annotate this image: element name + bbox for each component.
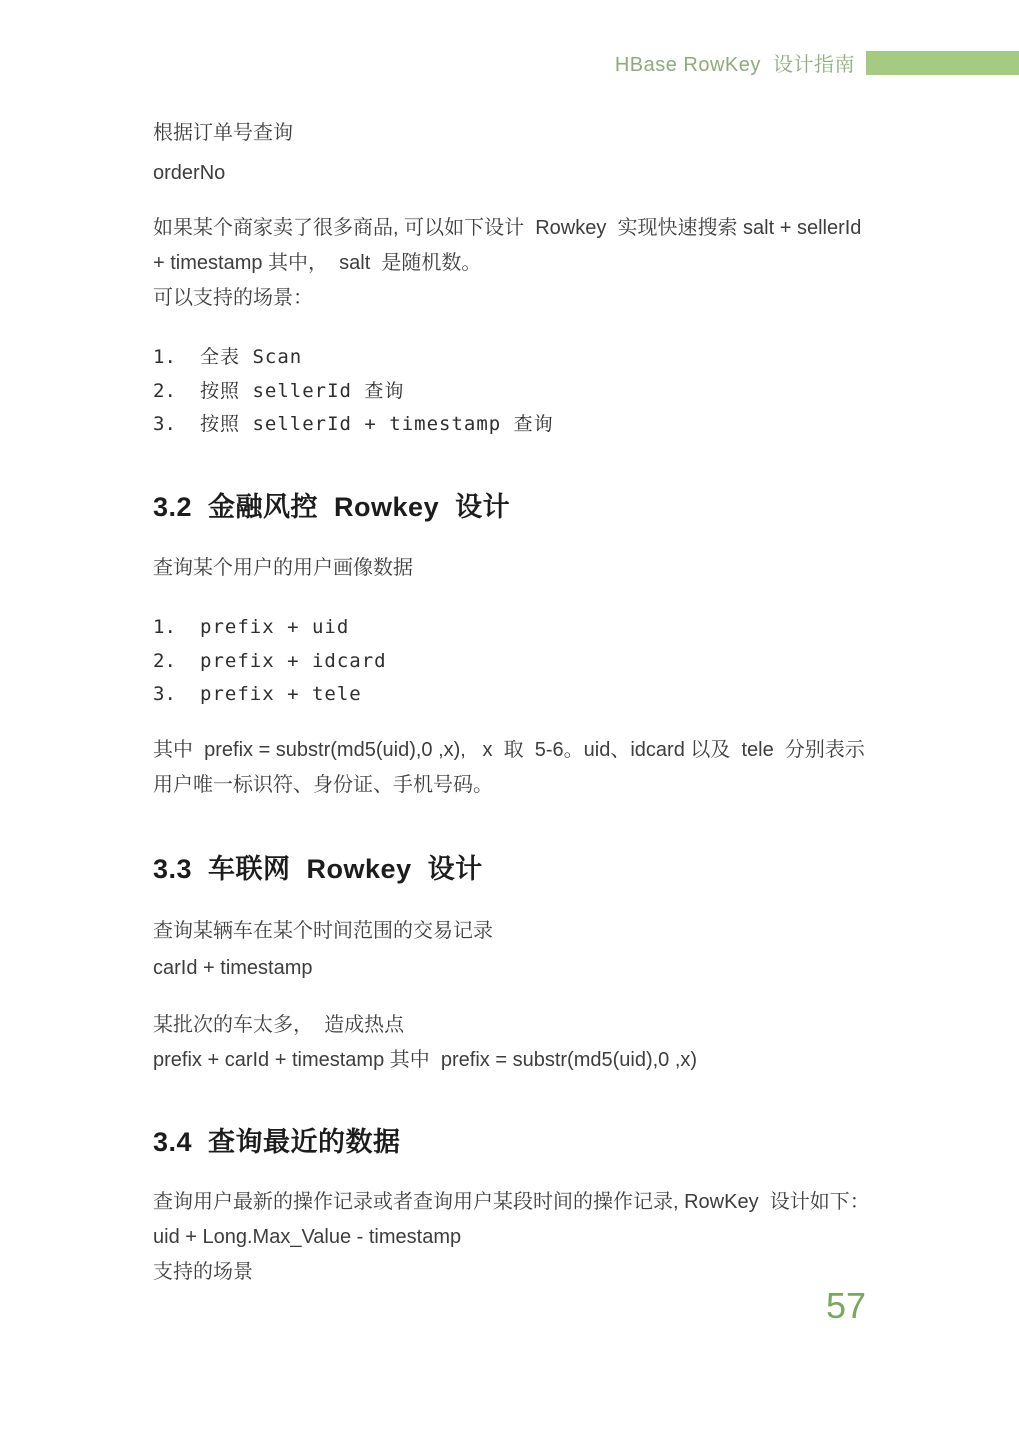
s32-para-1 xyxy=(153,551,413,586)
intro-para-1 xyxy=(153,113,293,193)
list-item-text: 全表 Scan xyxy=(200,346,303,368)
list-item-number: 2. xyxy=(153,649,176,672)
paragraph-line: 如果某个商家卖了很多商品, 可以如下设计 Rowkey 实现快速搜索 salt + sellerId xyxy=(153,217,862,239)
s33-para-2 xyxy=(153,1008,697,1078)
paragraph-line: orderNo xyxy=(153,162,226,184)
paragraph-line: uid + Long.Max_Value - timestamp xyxy=(153,1226,462,1248)
list-item-number: 1. xyxy=(153,616,176,638)
s32-rowkey-list xyxy=(153,611,387,712)
section-heading-3-3: 3.3 车联网 Rowkey 设计 xyxy=(153,854,483,884)
s32-para-2 xyxy=(153,733,865,803)
page-header xyxy=(615,48,1019,77)
paragraph-line: 支持的场景 xyxy=(153,1261,253,1283)
page-number: 57 xyxy=(826,1285,867,1326)
s34-para-1 xyxy=(153,1185,870,1290)
list-item-text: prefix + uid xyxy=(200,616,350,638)
intro-scenarios-list xyxy=(153,341,554,442)
list-item-number: 1. xyxy=(153,346,176,368)
intro-para-2 xyxy=(153,211,861,316)
list-item-number: 2. xyxy=(153,379,176,402)
paragraph-line: + timestamp 其中， salt 是随机数。 xyxy=(153,252,482,274)
list-item-text: 按照 sellerId + timestamp 查询 xyxy=(200,413,554,435)
list-item xyxy=(153,645,387,679)
list-item xyxy=(153,341,554,375)
list-item-number: 3. xyxy=(153,413,176,435)
list-item-number: 3. xyxy=(153,683,176,705)
header-title: HBase RowKey 设计指南 xyxy=(614,54,855,76)
list-item-text: prefix + idcard xyxy=(200,649,387,672)
paragraph-line: 可以支持的场景： xyxy=(153,287,313,309)
paragraph-line: 用户唯一标识符、身份证、手机号码。 xyxy=(153,774,493,796)
header-accent-bar xyxy=(866,51,1019,75)
list-item xyxy=(153,408,554,442)
list-item-text: prefix + tele xyxy=(200,683,362,705)
list-item xyxy=(153,678,387,712)
list-item-text: 按照 sellerId 查询 xyxy=(200,379,405,402)
section-heading-3-4: 3.4 查询最近的数据 xyxy=(153,1127,401,1157)
paragraph-line: 根据订单号查询 xyxy=(153,122,293,144)
paragraph-line: carId + timestamp xyxy=(153,957,313,979)
paragraph-line: prefix + carId + timestamp 其中 prefix = substr(md5(uid),0 ,x) xyxy=(153,1049,698,1071)
paragraph-line: 查询某辆车在某个时间范围的交易记录 xyxy=(153,920,493,942)
paragraph-line: 某批次的车太多， 造成热点 xyxy=(153,1014,405,1036)
paragraph-line: 查询用户最新的操作记录或者查询用户某段时间的操作记录, RowKey 设计如下： xyxy=(153,1191,870,1213)
paragraph-line: 其中 prefix = substr(md5(uid),0 ,x), x 取 5-6。uid、idcard 以及 tele 分别表示 xyxy=(153,739,865,761)
list-item xyxy=(153,375,554,409)
paragraph-line: 查询某个用户的用户画像数据 xyxy=(153,557,413,579)
s33-para-1 xyxy=(153,913,493,987)
section-heading-3-2: 3.2 金融风控 Rowkey 设计 xyxy=(153,492,511,522)
list-item xyxy=(153,611,387,645)
